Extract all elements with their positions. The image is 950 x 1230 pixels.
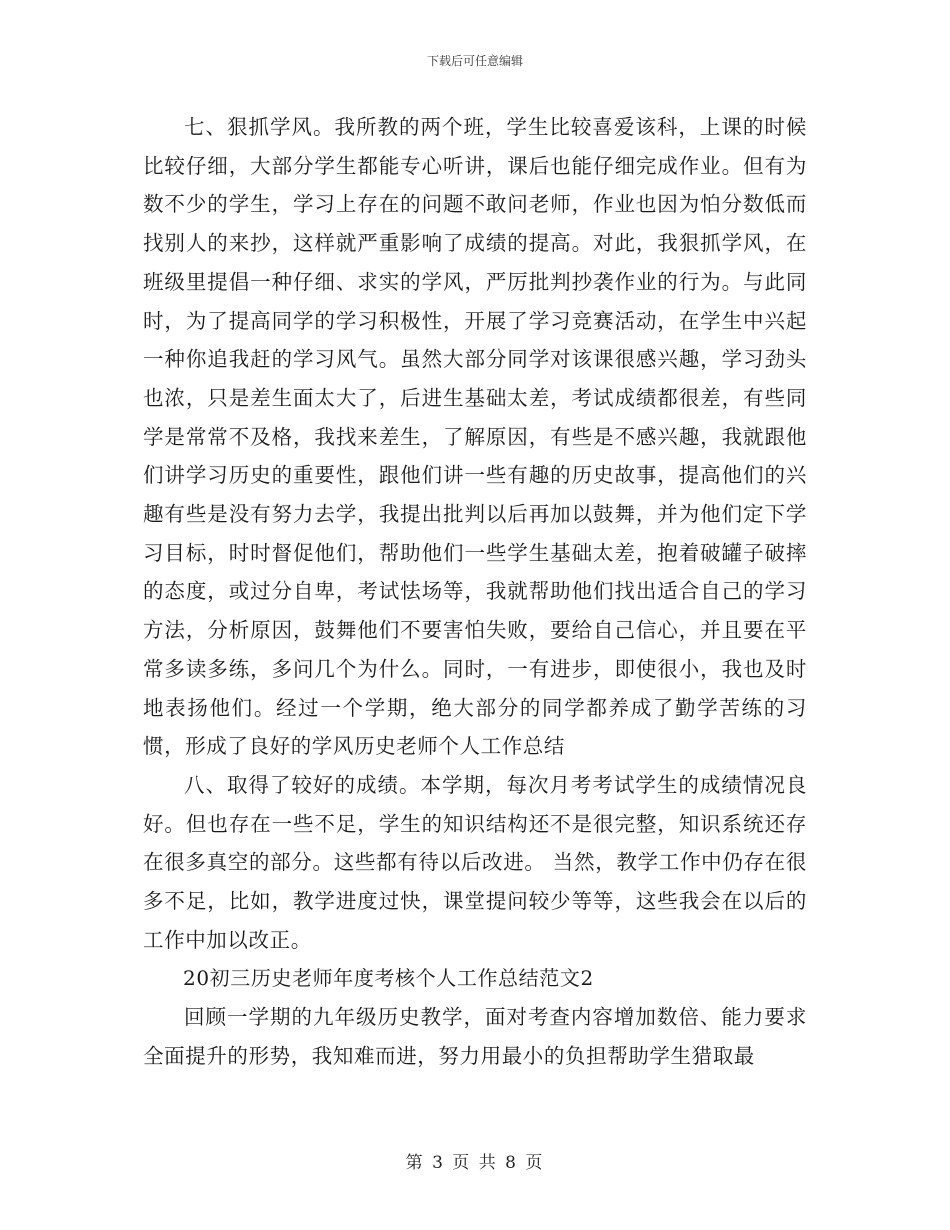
section-heading: 20初三历史老师年度考核个人工作总结范文2 <box>183 966 594 991</box>
paragraph-review: 回顾一学期的九年级历史教学，面对考查内容增加数倍、能力要求全面提升的形势，我知难而进，努力用最小的负担帮助学生猎取最 <box>143 1005 807 1068</box>
page-number: 第 3 页 共 8 页 <box>405 1153 545 1173</box>
header-note: 下载后可任意编辑 <box>426 54 523 68</box>
document-body <box>143 108 807 1076</box>
paragraph-eight: 八、取得了较好的成绩。本学期，每次月考考试学生的成绩情况良好。但也存在一些不足，学生的知识结构还不是很完整，知识系统还存在很多真空的部分。这些都有待以后改进。 当然，教学工作中仍存在很多不足，比如，教学进度过快，课堂提问较少等等，这些我会在以后的工作中加以改正。 <box>143 772 807 952</box>
paragraph-seven: 七、狠抓学风。我所教的两个班，学生比较喜爱该科，上课的时候比较仔细，大部分学生都能专心听讲，课后也能仔细完成作业。但有为数不少的学生，学习上存在的问题不敢问老师，作业也因为怕分数低而找别人的来抄，这样就严重影响了成绩的提高。对此，我狠抓学风，在班级里提倡一种仔细、求实的学风，严厉批判抄袭作业的行为。与此同时，为了提高同学的学习积极性，开展了学习竞赛活动，在学生中兴起一种你追我赶的学习风气。虽然大部分同学对该课很感兴趣，学习劲头也浓，只是差生面太大了，后进生基础太差，考试成绩都很差，有些同学是常常不及格，我找来差生，了解原因，有些是不感兴趣，我就跟他们讲学习历史的重要性，跟他们讲一些有趣的历史故事，提高他们的兴趣有些是没有努力去学，我提出批判以后再加以鼓舞，并为他们定下学习目标，时时督促他们，帮助他们一些学生基础太差，抱着破罐子破摔的态度，或过分自卑，考试怯场等，我就帮助他们找出适合自己的学习方法，分析原因，鼓舞他们不要害怕失败，要给自己信心，并且要在平常多读多练，多问几个为什么。同时，一有进步，即使很小，我也及时地表扬他们。经过一个学期，绝大部分的同学都养成了勤学苦练的习惯，形成了良好的学风历史老师个人工作总结 <box>143 115 807 759</box>
